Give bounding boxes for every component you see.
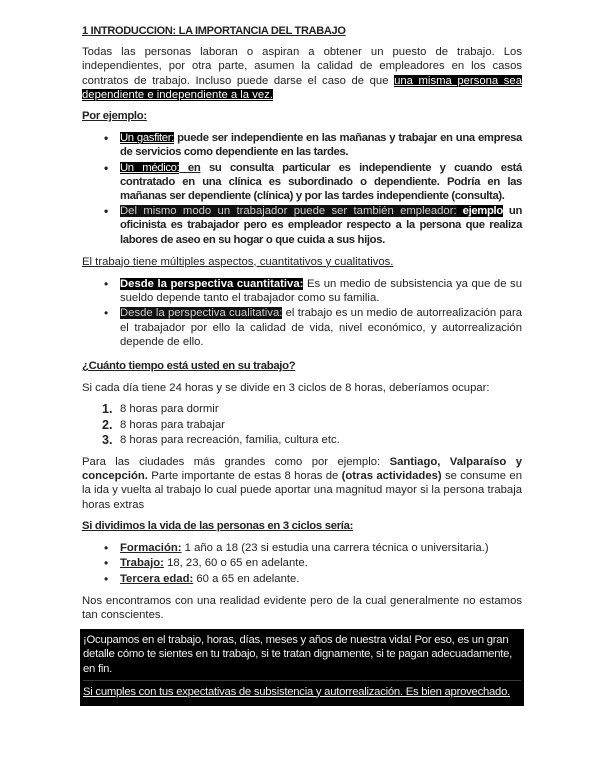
bullet-icon: •	[104, 571, 109, 586]
cycles-list	[82, 541, 522, 586]
time-intro: Si cada día tiene 24 horas y se divide en 3 ciclos de 8 horas, deberíamos ocupar:	[82, 382, 490, 395]
example-label: Un gasfiter:	[120, 132, 174, 145]
list-item	[82, 306, 522, 349]
intro-text: Todas las personas laboran o aspiran a obtener un puesto de trabajo. Los independientes, por otra parte, asumen la calidad de empleadores en los casos contratos de trabajo. Incluso puede darse el caso de que	[82, 46, 522, 87]
examples-heading: Por ejemplo:	[82, 110, 147, 123]
bullet-icon: •	[104, 556, 109, 571]
list-number: 2.	[102, 417, 113, 432]
cycle-label: Tercera edad:	[120, 572, 194, 585]
list-item-text: 8 horas para trabajar	[120, 418, 225, 431]
aspects-list	[82, 277, 522, 349]
document-page	[82, 24, 522, 706]
cities-emphasis: (otras actividades)	[341, 470, 442, 483]
highlight-box	[80, 629, 524, 706]
aspect-label: Desde la perspectiva cuantitativa:	[120, 278, 304, 291]
list-number: 1.	[102, 402, 113, 417]
time-list	[82, 402, 522, 447]
document-title: 1 INTRODUCCION: LA IMPORTANCIA DEL TRABAJO	[82, 25, 346, 37]
example-label-suffix: en	[179, 161, 201, 174]
example-label: Un médico:	[120, 161, 180, 174]
cycle-label: Trabajo:	[120, 557, 164, 570]
cycle-text: 1 año a 18 (23 si estudia una carrera técnica o universitaria.)	[181, 542, 489, 555]
intro-highlight: una misma persona sea dependiente e independiente a la vez.	[82, 74, 522, 101]
example-text: su consulta particular es independiente y cuando está contratado en una clínica es subordinado o dependiente. Podría en las mañanas ser dependiente (clínica) y por las tardes independiente (consulta).	[120, 161, 522, 203]
list-item	[82, 541, 522, 555]
list-item	[82, 433, 522, 447]
examples-list	[82, 131, 522, 247]
example-label-suffix: ejemplo	[456, 205, 503, 218]
cycle-label: Formación:	[120, 542, 182, 555]
cities-paragraph	[82, 455, 522, 512]
aspect-label: Desde la perspectiva cualitativa:	[120, 307, 283, 320]
example-text: puede ser independiente en las mañanas y trabajar en una empresa de servicios como dependiente en las tardes.	[120, 132, 522, 159]
list-item	[82, 131, 522, 159]
list-item	[82, 556, 522, 570]
cities-text: se consume en la ida y vuelta al trabajo lo cual puede aportar una magnitud mayor si la persona trabaja horas extras	[82, 470, 522, 511]
cities-names: Santiago, Valparaíso y concepción.	[82, 456, 523, 483]
cities-text: Parte importante de estas 8 horas de	[147, 470, 342, 483]
list-item	[82, 161, 522, 204]
bullet-icon: •	[104, 204, 108, 219]
list-item	[82, 204, 522, 247]
example-label: Del mismo modo un trabajador puede ser también empleador:	[120, 205, 457, 218]
time-heading: ¿Cuánto tiempo está usted en su trabajo?	[82, 360, 296, 373]
box-line-1: ¡Ocupamos en el trabajo, horas, días, meses y años de nuestra vida! Por eso, es un gran detalle cómo te sientes en tu trabajo, si te tratan dignamente, si te pagan adecuadamente, en fin.	[83, 632, 521, 681]
intro-paragraph	[82, 45, 522, 102]
cycle-text: 60 a 65 en adelante.	[193, 572, 300, 585]
bullet-icon: •	[104, 160, 108, 175]
box-line-2: Si cumples con tus expectativas de subsistencia y autorrealización. Es bien aprovechado.	[83, 685, 510, 698]
list-item	[82, 402, 522, 416]
aspect-text: el trabajo es un medio de autorrealización para el trabajador por ello la calidad de vida, nivel económico, y autorrealización depende de ello.	[120, 307, 522, 348]
cycles-heading: Si dividimos la vida de las personas en 3 ciclos sería:	[82, 519, 354, 532]
example-text: un oficinista es trabajador pero es empleador respecto a la persona que realiza labores de aseo en su hogar o que cuida a sus hijos.	[120, 205, 523, 246]
list-item	[82, 277, 522, 305]
list-item	[82, 418, 522, 432]
list-item-text: 8 horas para dormir	[120, 403, 219, 416]
cities-text: Para las ciudades más grandes como por ejemplo:	[82, 456, 390, 469]
bullet-icon: •	[104, 541, 109, 556]
bullet-icon: •	[104, 277, 109, 292]
aspect-text: Es un medio de subsistencia ya que de su sueldo depende tanto el trabajador como su familia.	[120, 278, 522, 305]
list-item	[82, 572, 522, 586]
cycle-text: 18, 23, 60 o 65 en adelante.	[163, 557, 308, 570]
aspects-intro: El trabajo tiene múltiples aspectos, cuantitativos y cualitativos.	[82, 255, 394, 268]
bullet-icon: •	[104, 131, 108, 146]
list-number: 3.	[102, 432, 113, 447]
list-item-text: 8 horas para recreación, familia, cultura etc.	[120, 433, 340, 446]
bullet-icon: •	[104, 306, 109, 321]
closing-paragraph: Nos encontramos con una realidad evidente pero de la cual generalmente no estamos tan conscientes.	[82, 594, 522, 621]
